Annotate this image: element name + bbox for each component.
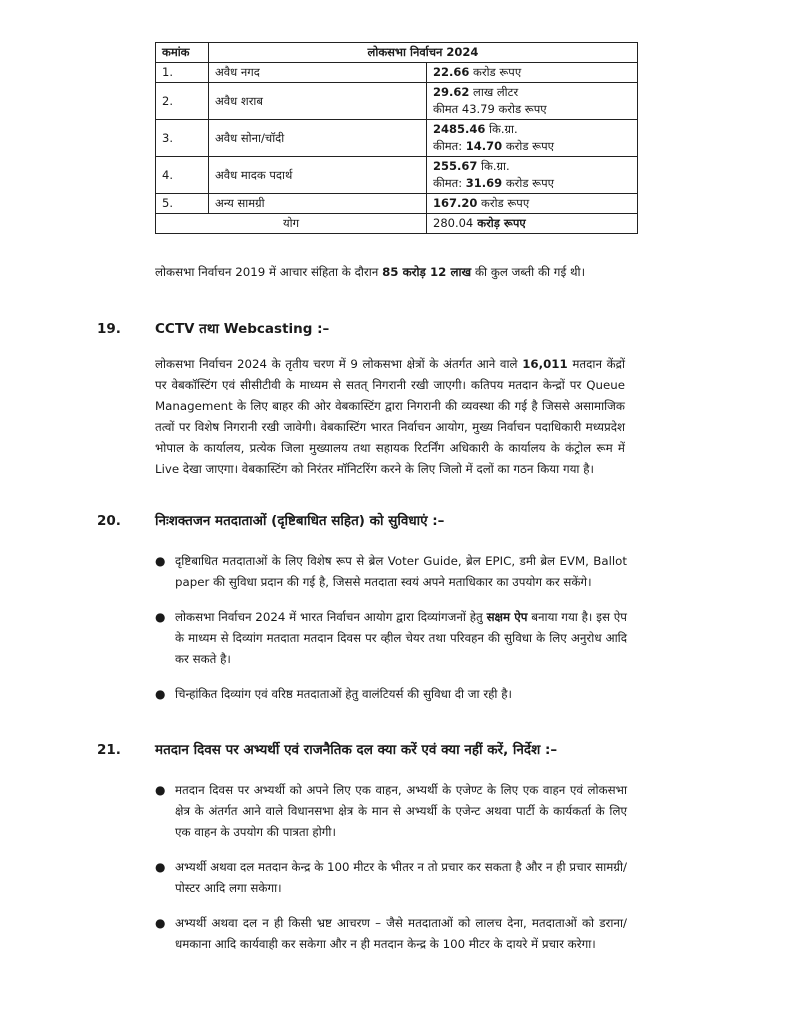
value-unit: करोड रूपए bbox=[477, 196, 530, 210]
item-text-cont: बनाया गया है। इस ऐप के माध्यम से दिव्यांग मतदाता मतदान दिवस पर व्हील चेयर तथा परिवहन की सुविधा के लिए अनुरोध आदि कर सकते है। bbox=[175, 610, 627, 666]
bullet-icon: ● bbox=[155, 860, 166, 874]
row-item: अवैध नगद bbox=[209, 63, 427, 83]
list-item bbox=[155, 913, 627, 955]
total-value-cell bbox=[427, 214, 638, 234]
table-row bbox=[156, 120, 638, 157]
table-row bbox=[156, 63, 638, 83]
note-text-end: की कुल जब्ती की गई थी। bbox=[471, 265, 586, 279]
row-num: 4. bbox=[156, 157, 209, 194]
row-item: अवैध शराब bbox=[209, 83, 427, 120]
bullet-icon: ● bbox=[155, 554, 166, 568]
value-unit: करोड रूपए bbox=[469, 65, 522, 79]
value-unit: कि.ग्रा. bbox=[477, 159, 510, 173]
value-number: 22.66 bbox=[433, 65, 470, 79]
row-num: 2. bbox=[156, 83, 209, 120]
value-price-number: 14.70 bbox=[465, 139, 503, 153]
row-value bbox=[427, 194, 638, 214]
section-title: मतदान दिवस पर अभ्यर्थी एवं राजनैतिक दल क्या करें एवं क्या नहीं करें, निर्देश :– bbox=[155, 742, 558, 758]
table-row bbox=[156, 83, 638, 120]
row-value bbox=[427, 63, 638, 83]
section-19-paragraph bbox=[155, 354, 625, 480]
row-value bbox=[427, 120, 638, 157]
total-value: 280.04 bbox=[433, 216, 474, 230]
item-text: अभ्यर्थी अथवा दल न ही किसी भ्रष्ट आचरण – जैसे मतदाताओं को लालच देना, मतदाताओं को डराना/धमकाना आदि कार्यवाही कर सकेगा और न ही मतदान केन्द्र के 100 मीटर के दायरे में प्रचार करेगा। bbox=[175, 916, 627, 951]
value-price: कीमत 43.79 करोड रूपए bbox=[433, 102, 547, 116]
row-item: अवैध सोना/चॉदी bbox=[209, 120, 427, 157]
para-text: लोकसभा निर्वाचन 2024 के तृतीय चरण में 9 लोकसभा क्षेत्रों के अंतर्गत आने वाले bbox=[155, 357, 523, 371]
list-item bbox=[155, 607, 627, 670]
section-21-list bbox=[155, 780, 627, 969]
note-2019 bbox=[155, 262, 625, 283]
bullet-icon: ● bbox=[155, 610, 166, 624]
value-unit: लाख लीटर bbox=[469, 85, 519, 99]
value-price-number: 31.69 bbox=[465, 176, 503, 190]
row-item: अवैध मादक पदार्थ bbox=[209, 157, 427, 194]
list-item bbox=[155, 857, 627, 899]
section-title: निःशक्तजन मतदाताओं (दृष्टिबाधित सहित) को सुविधाएं :– bbox=[155, 513, 445, 529]
bullet-icon: ● bbox=[155, 687, 166, 701]
header-serial: कमांक bbox=[156, 43, 209, 63]
total-label: योग bbox=[156, 214, 427, 234]
section-21-heading bbox=[97, 740, 557, 758]
item-text: दृष्टिबाधित मतदाताओं के लिए विशेष रूप से ब्रेल Voter Guide, ब्रेल EPIC, डमी ब्रेल EVM, Ballot paper की सुविधा प्रदान की गई है, जिससे मतदाता स्वयं अपने मताधिकार का उपयोग कर सकेंगे। bbox=[175, 554, 627, 589]
para-bold-count: 16,011 bbox=[522, 357, 568, 371]
row-value bbox=[427, 83, 638, 120]
section-number: 21. bbox=[97, 742, 121, 758]
row-num: 1. bbox=[156, 63, 209, 83]
bullet-icon: ● bbox=[155, 916, 166, 930]
seizure-table bbox=[155, 42, 638, 234]
value-number: 255.67 bbox=[433, 159, 478, 173]
section-19-heading bbox=[97, 319, 329, 337]
item-text: लोकसभा निर्वाचन 2024 में भारत निर्वाचन आयोग द्वारा दिव्यांगजनों हेतु bbox=[175, 610, 487, 624]
table-row bbox=[156, 194, 638, 214]
section-20-heading bbox=[97, 511, 444, 529]
section-number: 20. bbox=[97, 513, 121, 529]
section-title: CCTV तथा Webcasting :– bbox=[155, 321, 330, 337]
value-number: 167.20 bbox=[433, 196, 478, 210]
table-header-row bbox=[156, 43, 638, 63]
item-text: मतदान दिवस पर अभ्यर्थी को अपने लिए एक वाहन, अभ्यर्थी के एजेण्ट के लिए एक वाहन एवं लोकसभा क्षेत्र के अंतर्गत आने वाले विधानसभा क्षेत्र के मान से अभ्यर्थी के एजेन्ट अथवा पार्टी के कार्यकर्ता के लिए एक वाहन के उपयोग की पात्रता होगी। bbox=[175, 783, 627, 839]
header-election: लोकसभा निर्वाचन 2024 bbox=[209, 43, 638, 63]
value-unit: कि.ग्रा. bbox=[485, 122, 518, 136]
total-unit: करोड़ रूपए bbox=[473, 216, 526, 230]
row-item: अन्य सामग्री bbox=[209, 194, 427, 214]
row-num: 5. bbox=[156, 194, 209, 214]
value-price-label: कीमत: bbox=[433, 176, 466, 190]
section-20-list bbox=[155, 551, 627, 719]
list-item bbox=[155, 780, 627, 843]
bullet-icon: ● bbox=[155, 783, 166, 797]
value-price-label: कीमत: bbox=[433, 139, 466, 153]
table-row bbox=[156, 157, 638, 194]
value-price-unit: करोड रूपए bbox=[502, 176, 554, 190]
list-item bbox=[155, 684, 627, 705]
list-item bbox=[155, 551, 627, 593]
item-text: चिन्हांकित दिव्यांग एवं वरिष्ठ मतदाताओं हेतु वालंटियर्स की सुविधा दी जा रही है। bbox=[175, 687, 512, 701]
item-bold-app: सक्षम ऐप bbox=[486, 610, 528, 624]
value-number: 29.62 bbox=[433, 85, 470, 99]
item-text: अभ्यर्थी अथवा दल मतदान केन्द्र के 100 मीटर के भीतर न तो प्रचार कर सकता है और न ही प्रचार सामग्री/पोस्टर आदि लगा सकेगा। bbox=[175, 860, 627, 895]
value-number: 2485.46 bbox=[433, 122, 486, 136]
para-text-cont: मतदान केंद्रों पर वेबकॉस्टिंग एवं सीसीटीवी के माध्यम से सतत् निगरानी रखी जाएगी। कतिपय मतदान केन्द्रों पर Queue Management के लिए बाहर की ओर वेबकास्टिंग द्वारा निगरानी की व्यवस्था की गई है जिससे असामाजिक तत्वों पर विशेष निगरानी रखी जावेगी। वेबकास्टिंग भारत निर्वाचन आयोग, मुख्य निर्वाचन पदाधिकारी मध्यप्रदेश भोपाल के कार्यालय, प्रत्येक जिला मुख्यालय तथा सहायक रिटर्निंग अधिकारी के कार्यालय के कंट्रोल रूम में Live देखा जाएगा। वेबकास्टिंग को निरंतर मॉनिटरिंग करने के लिए जिलो में दलों का गठन किया गया है। bbox=[155, 357, 626, 476]
row-num: 3. bbox=[156, 120, 209, 157]
section-number: 19. bbox=[97, 321, 121, 337]
table-total-row bbox=[156, 214, 638, 234]
value-price-unit: करोड रूपए bbox=[502, 139, 554, 153]
note-bold-amount: 85 करोड़ 12 लाख bbox=[382, 265, 472, 279]
row-value bbox=[427, 157, 638, 194]
note-text: लोकसभा निर्वाचन 2019 में आचार संहिता के दौरान bbox=[155, 265, 383, 279]
